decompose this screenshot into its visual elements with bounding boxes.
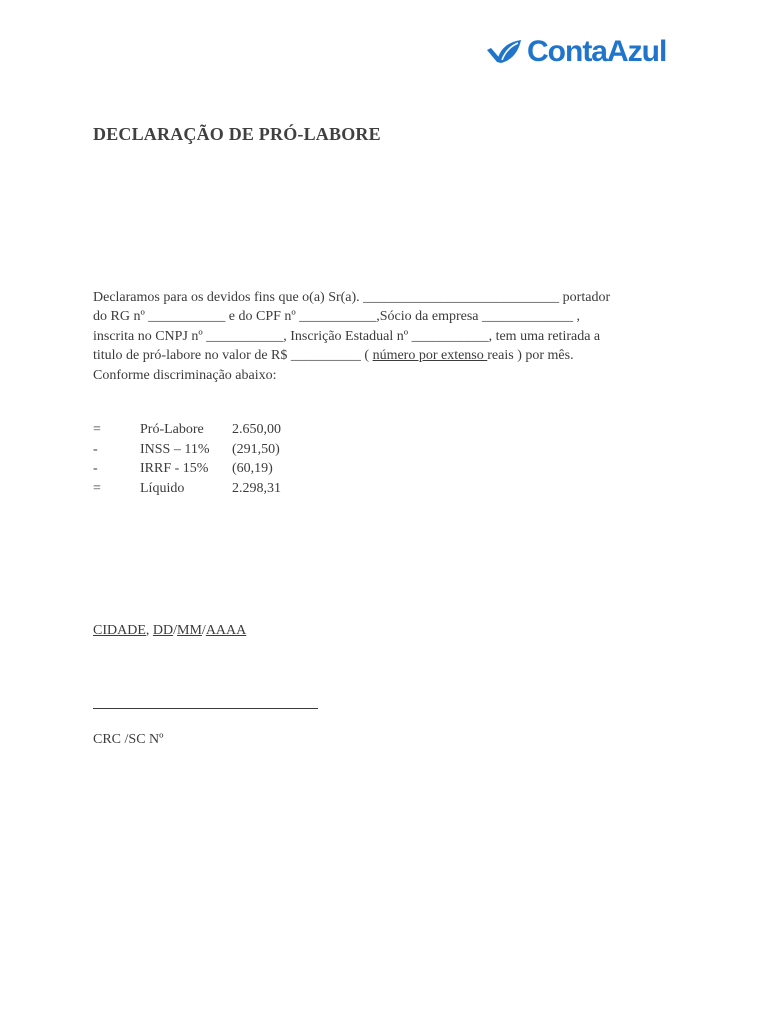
logo-text: ContaAzul (527, 35, 667, 68)
breakdown-row (93, 420, 312, 440)
declaration-line: Declaramos para os devidos fins que o(a) Sr(a). ____________________________ portador (93, 290, 611, 305)
month-placeholder: MM (177, 623, 202, 638)
crc-label: CRC /SC Nº (93, 732, 164, 747)
year-placeholder: AAAA (205, 623, 247, 638)
row-label: INSS – 11% (140, 441, 210, 457)
row-value: (60,19) (232, 461, 273, 476)
declaration-line: inscrita no CNPJ nº ___________, Inscrição Estadual nº ___________, tem uma retirada a (93, 328, 601, 344)
document-title: DECLARAÇÃO DE PRÓ-LABORE (93, 124, 381, 144)
row-label: IRRF - 15% (140, 461, 209, 476)
declaration-line: Conforme discriminação abaixo: (93, 367, 277, 383)
row-sign: - (93, 461, 98, 476)
date-line (93, 621, 246, 640)
breakdown-row (93, 459, 312, 479)
leaf-check-icon (485, 38, 523, 66)
breakdown-table (93, 420, 312, 498)
row-label: Pró-Labore (140, 422, 204, 437)
declaration-line-text: titulo de pró-labore no valor de R$ __________ ( (93, 348, 373, 364)
row-sign: = (93, 422, 101, 437)
row-sign: - (93, 441, 98, 457)
city-placeholder: CIDADE (93, 623, 146, 638)
contaazul-logo (485, 36, 666, 68)
row-sign: = (93, 480, 101, 496)
row-value: 2.298,31 (232, 480, 281, 496)
amount-in-words-placeholder: número por extenso (372, 348, 488, 364)
date-separator: / (201, 623, 206, 638)
declaration-line (93, 346, 673, 365)
row-label: Líquido (140, 480, 185, 496)
breakdown-row (93, 479, 312, 499)
date-separator: , (145, 623, 153, 638)
declaration-line-text: reais ) por mês. (487, 348, 574, 364)
row-value: (291,50) (232, 441, 280, 457)
day-placeholder: DD (152, 623, 174, 638)
breakdown-row (93, 440, 312, 460)
declaration-paragraph (93, 288, 673, 385)
row-value: 2.650,00 (232, 422, 281, 437)
signature-line (93, 708, 318, 709)
date-separator: / (173, 623, 178, 638)
declaration-line: do RG nº ___________ e do CPF nº ___________,Sócio da empresa _____________ , (93, 309, 580, 325)
